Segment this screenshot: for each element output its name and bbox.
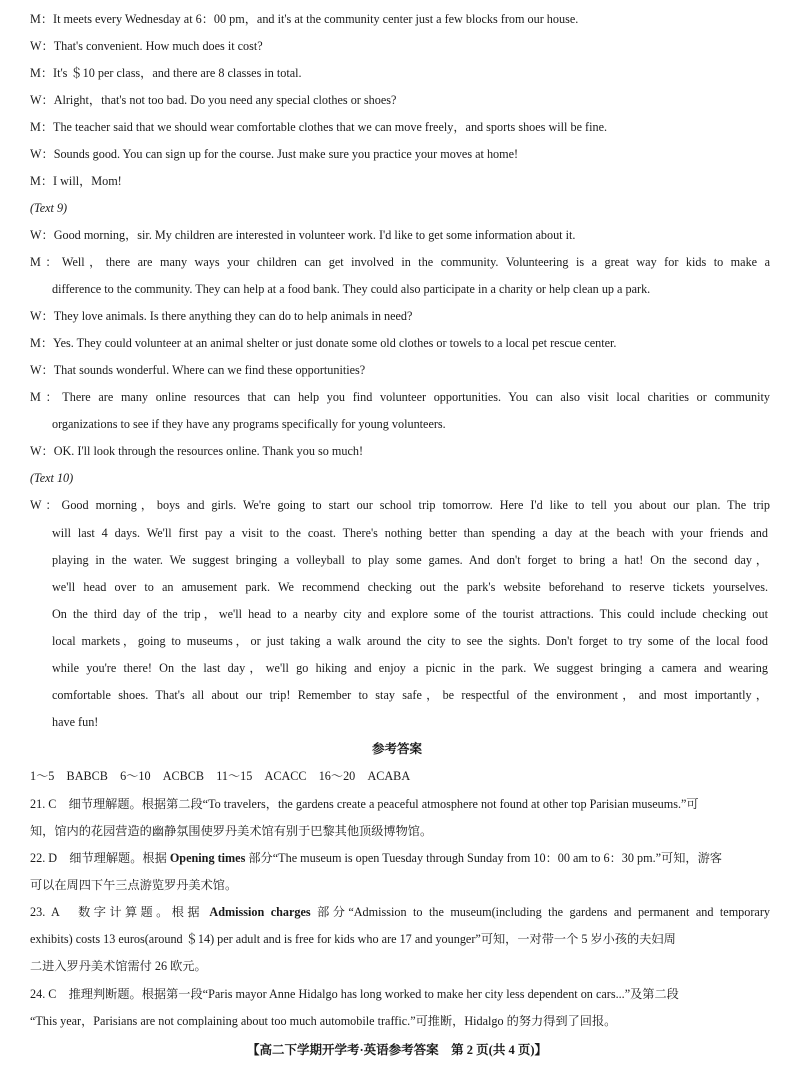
answer-22-line: 可以在周四下午三点游览罗丹美术馆。: [30, 878, 238, 892]
monologue-line: we'll head over to an amusement park. We recommend checking out the park's website beforehand to reserve tickets yourselves.: [52, 580, 768, 594]
monologue-line: W：Good morning，boys and girls. We're going to start our school trip tomorrow. Here I'd like to tell you about our plan. The trip: [30, 498, 770, 512]
answer-21-line: 知，馆内的花园营造的幽静氛围使罗丹美术馆有别于巴黎其他顶级博物馆。: [30, 824, 433, 838]
dialogue-line: M：Well，there are many ways your children can get involved in the community. Volunteering is a great way for kids to make a: [30, 255, 770, 269]
monologue-line: while you're there! On the last day，we'll go hiking and enjoy a picnic in the park. We suggest bringing a camera and wearing: [52, 661, 768, 675]
answer-23-suffix: 部分“Admission to the museum(including the gardens and permanent and temporary: [310, 905, 770, 919]
dialogue-line: W：Good morning，sir. My children are interested in volunteer work. I'd like to get some information about it.: [30, 228, 576, 242]
answer-24-line: 24. C 推理判断题。根据第一段“Paris mayor Anne Hidalgo has long worked to make her city less dependent on cars...”及第二段: [30, 987, 679, 1001]
dialogue-line: M：It's ＄10 per class，and there are 8 classes in total.: [30, 66, 302, 80]
text-label: (Text 9): [30, 201, 68, 215]
answer-23-line: [30, 904, 770, 920]
dialogue-line: W：OK. I'll look through the resources online. Thank you so much!: [30, 444, 364, 458]
dialogue-line: M：It meets every Wednesday at 6：00 pm，and it's at the community center just a few blocks from our house.: [30, 12, 579, 26]
answer-23-line: 二进入罗丹美术馆需付 26 欧元。: [30, 959, 207, 973]
dialogue-line: difference to the community. They can help at a food bank. They could also participate in a charity or help clean up a park.: [52, 282, 651, 296]
monologue-line: playing in the water. We suggest bringing a volleyball to play some games. And don't forget to bring a hat! On the second day，: [52, 553, 768, 567]
dialogue-line: W：Sounds good. You can sign up for the course. Just make sure you practice your moves at home!: [30, 147, 519, 161]
section-name: Opening times: [169, 851, 246, 865]
answer-summary: 1～5 BABCB 6～10 ACBCB 11～15 ACACC 16～20 ACABA: [30, 769, 411, 783]
answer-22-line: [30, 850, 770, 866]
dialogue-line: W：That's convenient. How much does it cost?: [30, 39, 263, 53]
answer-23-prefix: 23. A 数字计算题。根据: [30, 905, 210, 919]
dialogue-line: M：I will，Mom!: [30, 174, 122, 188]
monologue-line: have fun!: [52, 715, 99, 729]
dialogue-line: M：Yes. They could volunteer at an animal shelter or just donate some old clothes or towels to a local pet rescue center.: [30, 336, 617, 350]
monologue-line: will last 4 days. We'll first pay a visit to the coast. There's nothing better than spending a day at the beach with your friends and: [52, 526, 768, 540]
dialogue-line: W：That sounds wonderful. Where can we find these opportunities?: [30, 363, 366, 377]
monologue-line: On the third day of the trip，we'll head to a nearby city and explore some of the tourist attractions. This could include checking out: [52, 607, 768, 621]
answer-23-line: exhibits) costs 13 euros(around ＄14) per adult and is free for kids who are 17 and younger”可知，一对带一个 5 岁小孩的夫妇周: [30, 932, 676, 946]
answer-22-prefix: 22. D 细节理解题。根据: [30, 851, 170, 865]
dialogue-line: W：Alright，that's not too bad. Do you need any special clothes or shoes?: [30, 93, 397, 107]
dialogue-line: W：They love animals. Is there anything they can do to help animals in need?: [30, 309, 413, 323]
dialogue-line: M：The teacher said that we should wear comfortable clothes that we can move freely，and sports shoes will be fine.: [30, 120, 608, 134]
answer-22-suffix: 部分“The museum is open Tuesday through Sunday from 10：00 am to 6：30 pm.”可知，游客: [245, 851, 722, 865]
answers-title: 参考答案: [371, 742, 422, 756]
dialogue-line: organizations to see if they have any programs specifically for young volunteers.: [52, 417, 446, 431]
dialogue-line: M：There are many online resources that can help you find volunteer opportunities. You can also visit local charities or community: [30, 390, 770, 404]
section-name: Admission charges: [209, 905, 311, 919]
page-footer: 【高二下学期开学考·英语参考答案 第 2 页(共 4 页)】: [247, 1043, 547, 1057]
answer-21-line: 21. C 细节理解题。根据第二段“To travelers，the gardens create a peaceful atmosphere not found at other top Parisian museums.”可: [30, 797, 699, 811]
monologue-line: comfortable shoes. That's all about our trip! Remember to stay safe，be respectful of the environment，and most importantly，: [52, 688, 768, 702]
text-label: (Text 10): [30, 471, 74, 485]
answer-24-line: “This year，Parisians are not complaining about too much automobile traffic.”可推断，Hidalgo 的努力得到了回报。: [30, 1014, 617, 1028]
monologue-line: local markets，going to museums，or just taking a walk around the city to see the sights. Don't forget to try some of the local food: [52, 634, 768, 648]
